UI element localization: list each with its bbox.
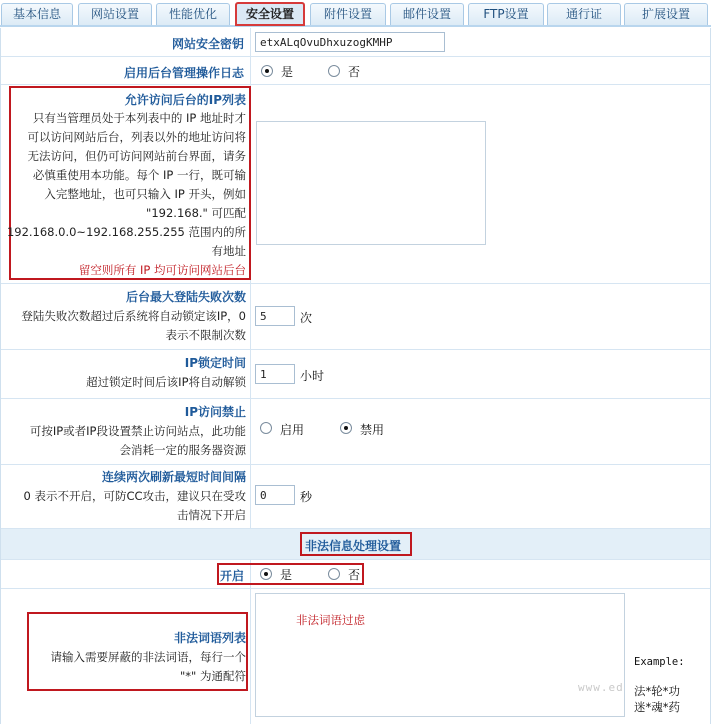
ip-ban-enable-label: 启用 bbox=[280, 423, 305, 437]
admin-log-options bbox=[252, 57, 710, 84]
admin-log-label: 启用后台管理操作日志 bbox=[123, 66, 244, 80]
illegal-info-section-header bbox=[1, 529, 710, 560]
illegal-enable-yes-label: 是 bbox=[280, 568, 293, 582]
ip-ban-description: 可按IP或者IP段设置禁止访问站点，此功能 会消耗一定的服务器资源 bbox=[29, 424, 246, 457]
illegal-enable-no-radio[interactable] bbox=[328, 568, 340, 580]
illegal-enable-options bbox=[252, 560, 710, 588]
ip-ban-row bbox=[1, 399, 710, 465]
illegal-enable-label-cell bbox=[1, 560, 251, 588]
ip-lock-time-label: IP锁定时间 bbox=[184, 356, 246, 370]
tab-email[interactable]: 邮件设置 bbox=[390, 3, 464, 25]
admin-log-yes-label: 是 bbox=[281, 65, 294, 79]
illegal-info-section-title: 非法信息处理设置 bbox=[305, 539, 402, 553]
ip-lock-time-input[interactable] bbox=[255, 364, 295, 384]
min-refresh-label: 连续两次刷新最短时间间隔 bbox=[101, 470, 246, 484]
ip-whitelist-textarea[interactable] bbox=[256, 121, 486, 245]
illegal-words-label: 非法词语列表 bbox=[173, 631, 246, 645]
illegal-enable-no-label: 否 bbox=[348, 568, 361, 582]
tab-basic-info[interactable]: 基本信息 bbox=[1, 3, 73, 25]
ip-lock-time-value-cell bbox=[252, 350, 710, 398]
site-key-label: 网站安全密钥 bbox=[171, 37, 244, 51]
admin-log-row bbox=[1, 57, 710, 85]
min-refresh-row bbox=[1, 465, 710, 529]
tab-site-settings[interactable]: 网站设置 bbox=[78, 3, 152, 25]
admin-log-no-label: 否 bbox=[348, 65, 361, 79]
admin-log-yes-radio[interactable] bbox=[261, 65, 273, 77]
site-key-value-cell bbox=[252, 28, 710, 56]
ip-whitelist-value-cell bbox=[252, 85, 710, 283]
tab-security[interactable]: 安全设置 bbox=[235, 2, 305, 26]
ip-lock-time-row bbox=[1, 350, 710, 399]
max-login-fail-row bbox=[1, 284, 710, 350]
ip-lock-time-description: 超过锁定时间后该IP将自动解锁 bbox=[86, 375, 246, 389]
admin-log-no-radio[interactable] bbox=[328, 65, 340, 77]
ip-whitelist-row bbox=[1, 85, 710, 284]
ip-whitelist-description: 只有当管理员处于本列表中的 IP 地址时才 可以访问网站后台，列表以外的地址访问将 无法访问，但仍可访问网站前台界面，请务 必慎重使用本功能。每个 IP 一行，既可输 入完整地址，也可只输入 IP 开头，例如 "192.168." 可匹配 192.168.0.0~192.168.255.255 范围内的所 有地址 bbox=[6, 111, 246, 258]
illegal-words-example-label: Example: bbox=[634, 656, 685, 668]
min-refresh-description: 0 表示不开启，可防CC攻击，建议只在受攻 击情况下开启 bbox=[23, 489, 246, 522]
tab-attachment[interactable]: 附件设置 bbox=[310, 3, 386, 25]
ip-ban-enable-radio[interactable] bbox=[260, 422, 272, 434]
settings-tab-bar bbox=[0, 0, 711, 27]
max-login-fail-input[interactable] bbox=[255, 306, 295, 326]
illegal-words-example-list: 法*轮*功 迷*魂*药 bbox=[634, 684, 680, 714]
max-login-fail-label: 后台最大登陆失败次数 bbox=[125, 290, 246, 304]
admin-log-label-cell bbox=[1, 57, 251, 84]
tab-performance[interactable]: 性能优化 bbox=[156, 3, 230, 25]
illegal-enable-row bbox=[1, 560, 710, 589]
watermark: www.ed bbox=[578, 681, 624, 694]
ip-ban-label: IP访问禁止 bbox=[184, 405, 246, 419]
ip-lock-time-label-cell bbox=[1, 350, 251, 398]
illegal-words-textarea[interactable] bbox=[255, 593, 625, 717]
illegal-words-row bbox=[1, 589, 710, 724]
security-settings-form bbox=[0, 28, 711, 724]
tab-ftp[interactable]: FTP设置 bbox=[468, 3, 544, 25]
ip-whitelist-label-cell bbox=[1, 85, 251, 283]
illegal-enable-yes-radio[interactable] bbox=[260, 568, 272, 580]
max-login-fail-value-cell bbox=[252, 284, 710, 349]
site-key-row bbox=[1, 28, 710, 57]
min-refresh-value-cell bbox=[252, 465, 710, 528]
ip-ban-label-cell bbox=[1, 399, 251, 464]
ip-whitelist-note: 留空则所有 IP 均可访问网站后台 bbox=[78, 263, 246, 277]
ip-ban-disable-label: 禁用 bbox=[360, 423, 385, 437]
max-login-fail-description: 登陆失败次数超过后系统将自动锁定该IP，0 表示不限制次数 bbox=[21, 309, 246, 342]
ip-ban-disable-radio[interactable] bbox=[340, 422, 352, 434]
illegal-words-description: 请输入需要屏蔽的非法词语，每行一个 "*" 为通配符 bbox=[50, 650, 246, 683]
min-refresh-label-cell bbox=[1, 465, 251, 528]
min-refresh-input[interactable] bbox=[255, 485, 295, 505]
site-key-label-cell bbox=[1, 28, 251, 56]
ip-whitelist-label: 允许访问后台的IP列表 bbox=[124, 93, 246, 107]
min-refresh-unit: 秒 bbox=[300, 490, 313, 504]
site-key-input[interactable] bbox=[255, 32, 445, 52]
illegal-enable-label: 开启 bbox=[219, 569, 244, 583]
max-login-fail-unit: 次 bbox=[300, 311, 313, 325]
illegal-words-value-cell bbox=[252, 589, 710, 724]
tab-passport[interactable]: 通行证 bbox=[547, 3, 621, 25]
ip-ban-options bbox=[252, 399, 710, 464]
max-login-fail-label-cell bbox=[1, 284, 251, 349]
tab-extensions[interactable]: 扩展设置 bbox=[624, 3, 708, 25]
illegal-words-label-cell bbox=[1, 589, 251, 724]
ip-lock-time-unit: 小时 bbox=[300, 369, 325, 383]
